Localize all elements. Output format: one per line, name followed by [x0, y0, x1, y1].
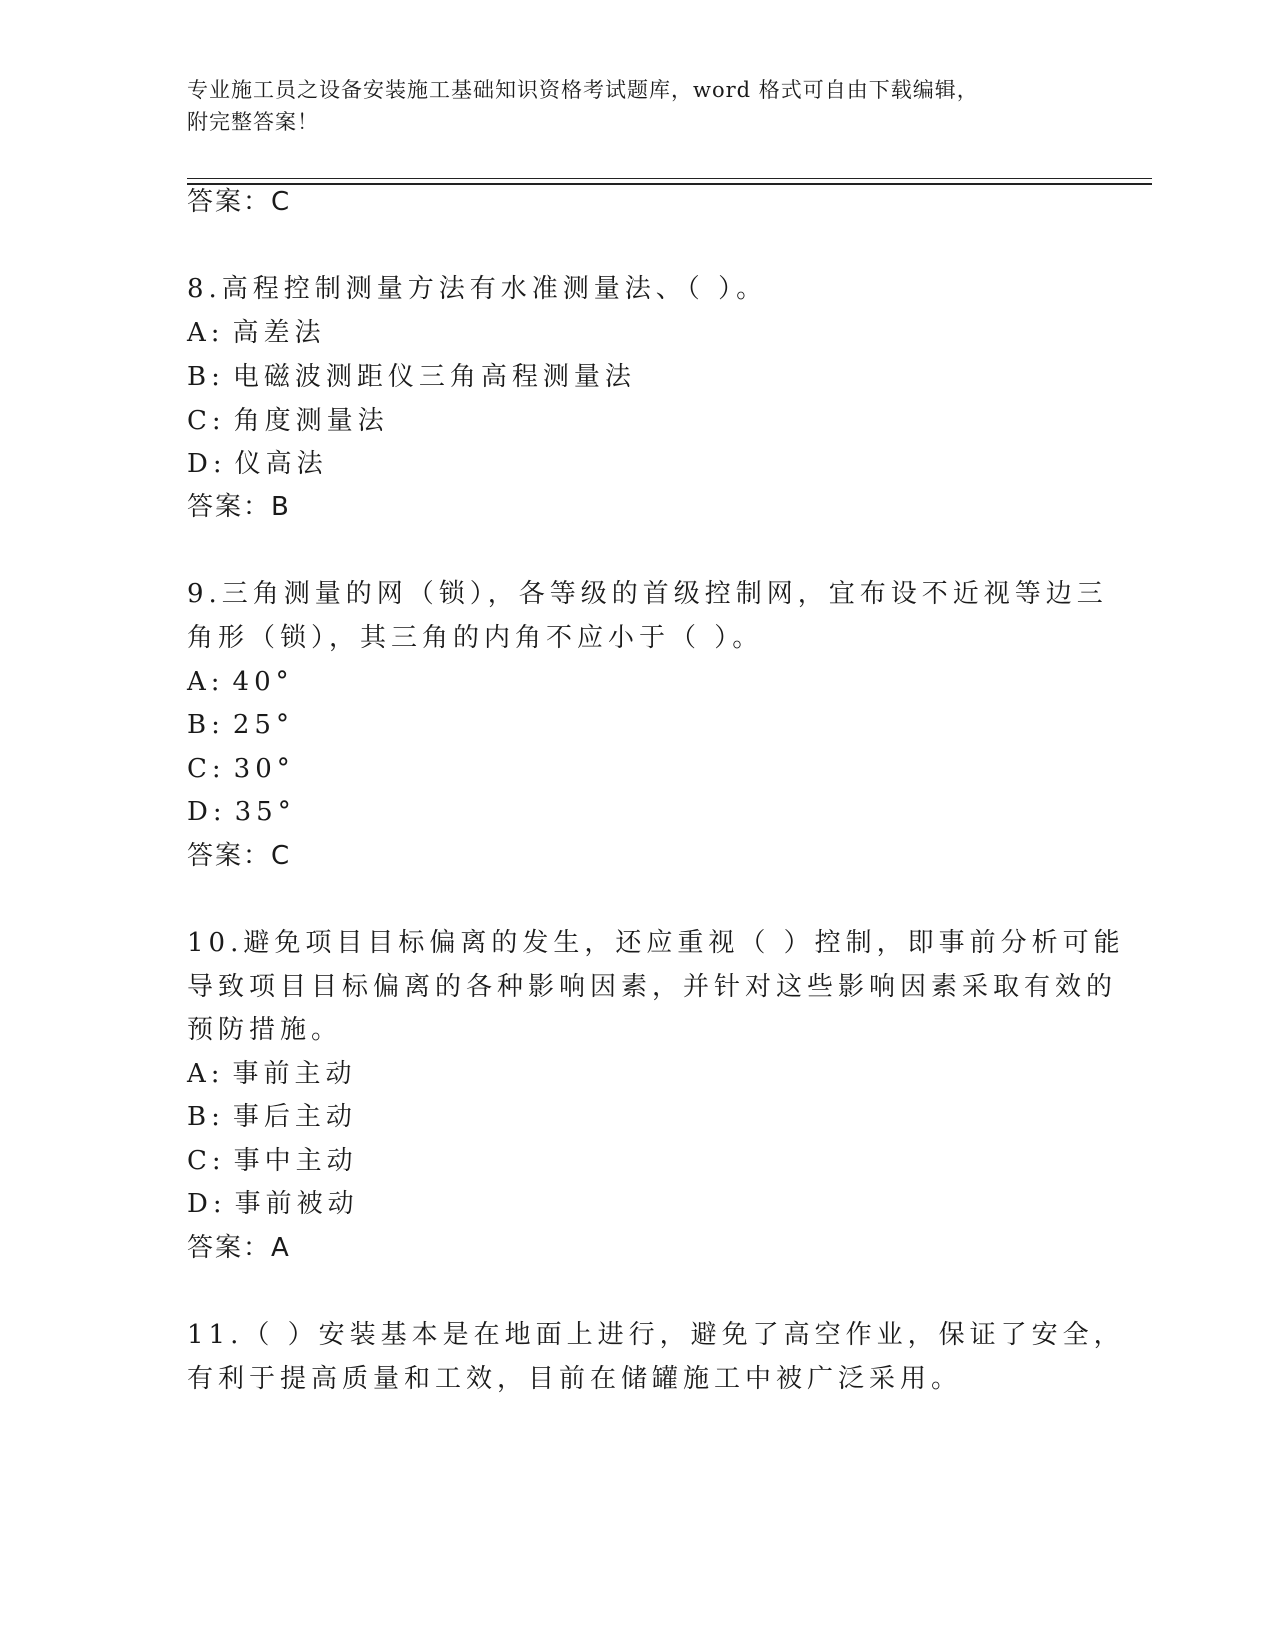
q9-option-c — [187, 753, 295, 785]
q9-answer: 答案：C — [187, 841, 292, 871]
q9-option-a — [187, 666, 294, 698]
header-line-2: 附完整答案！ — [187, 110, 319, 134]
q9-option-b — [187, 709, 294, 741]
option-text: 40° — [232, 667, 294, 697]
header-divider-thick — [187, 183, 1152, 185]
q8-option-a — [187, 317, 326, 349]
q10-stem-line-2: 导致项目目标偏离的各种影响因素，并针对这些影响因素采取有效的 — [187, 972, 1118, 1002]
option-text: 35° — [234, 797, 296, 827]
document-header — [187, 74, 1067, 138]
option-text: 仪高法 — [234, 449, 328, 479]
q8-option-d — [187, 448, 328, 480]
option-letter: D: — [187, 1189, 227, 1219]
q10-stem-line-1: 10.避免项目目标偏离的发生，还应重视（ ）控制，即事前分析可能 — [187, 928, 1125, 958]
q10-option-b — [187, 1101, 357, 1133]
option-text: 电磁波测距仪三角高程测量法 — [232, 362, 636, 392]
q10-stem-line-3: 预防措施。 — [187, 1015, 343, 1045]
q9-stem-line-1: 9.三角测量的网（锁），各等级的首级控制网，宜布设不近视等边三 — [187, 579, 1108, 609]
q9-option-d — [187, 796, 296, 828]
option-text: 角度测量法 — [233, 406, 389, 436]
option-letter: C: — [187, 406, 226, 436]
q10-option-d — [187, 1188, 359, 1220]
q9-stem-line-2: 角形（锁），其三角的内角不应小于（ ）。 — [187, 623, 764, 653]
q10-option-c — [187, 1145, 358, 1177]
q8-answer: 答案：B — [187, 492, 291, 522]
q10-answer: 答案：A — [187, 1233, 291, 1263]
q8-stem: 8.高程控制测量方法有水准测量法、（ ）。 — [187, 274, 768, 304]
option-text: 25° — [232, 710, 294, 740]
q11-stem-line-1: 11.（ ）安装基本是在地面上进行，避免了高空作业，保证了安全， — [187, 1320, 1125, 1350]
q8-option-c — [187, 405, 389, 437]
header-divider-thin — [187, 178, 1152, 179]
option-letter: A: — [187, 1059, 225, 1089]
option-letter: A: — [187, 318, 225, 348]
header-line-1: 专业施工员之设备安装施工基础知识资格考试题库，word 格式可自由下载编辑， — [187, 78, 979, 102]
option-letter: A: — [187, 667, 225, 697]
option-letter: D: — [187, 449, 227, 479]
option-letter: B: — [187, 1102, 225, 1132]
option-text: 事后主动 — [232, 1102, 357, 1132]
q10-option-a — [187, 1058, 357, 1090]
option-letter: B: — [187, 362, 225, 392]
option-text: 事中主动 — [233, 1146, 358, 1176]
option-text: 30° — [233, 754, 295, 784]
option-letter: D: — [187, 797, 227, 827]
q8-option-b — [187, 361, 636, 393]
q11-stem-line-2: 有利于提高质量和工效，目前在储罐施工中被广泛采用。 — [187, 1364, 963, 1394]
option-letter: C: — [187, 754, 226, 784]
previous-answer: 答案：C — [187, 187, 292, 217]
option-letter: B: — [187, 710, 225, 740]
option-text: 事前被动 — [234, 1189, 359, 1219]
option-text: 事前主动 — [232, 1059, 357, 1089]
option-text: 高差法 — [232, 318, 326, 348]
option-letter: C: — [187, 1146, 226, 1176]
